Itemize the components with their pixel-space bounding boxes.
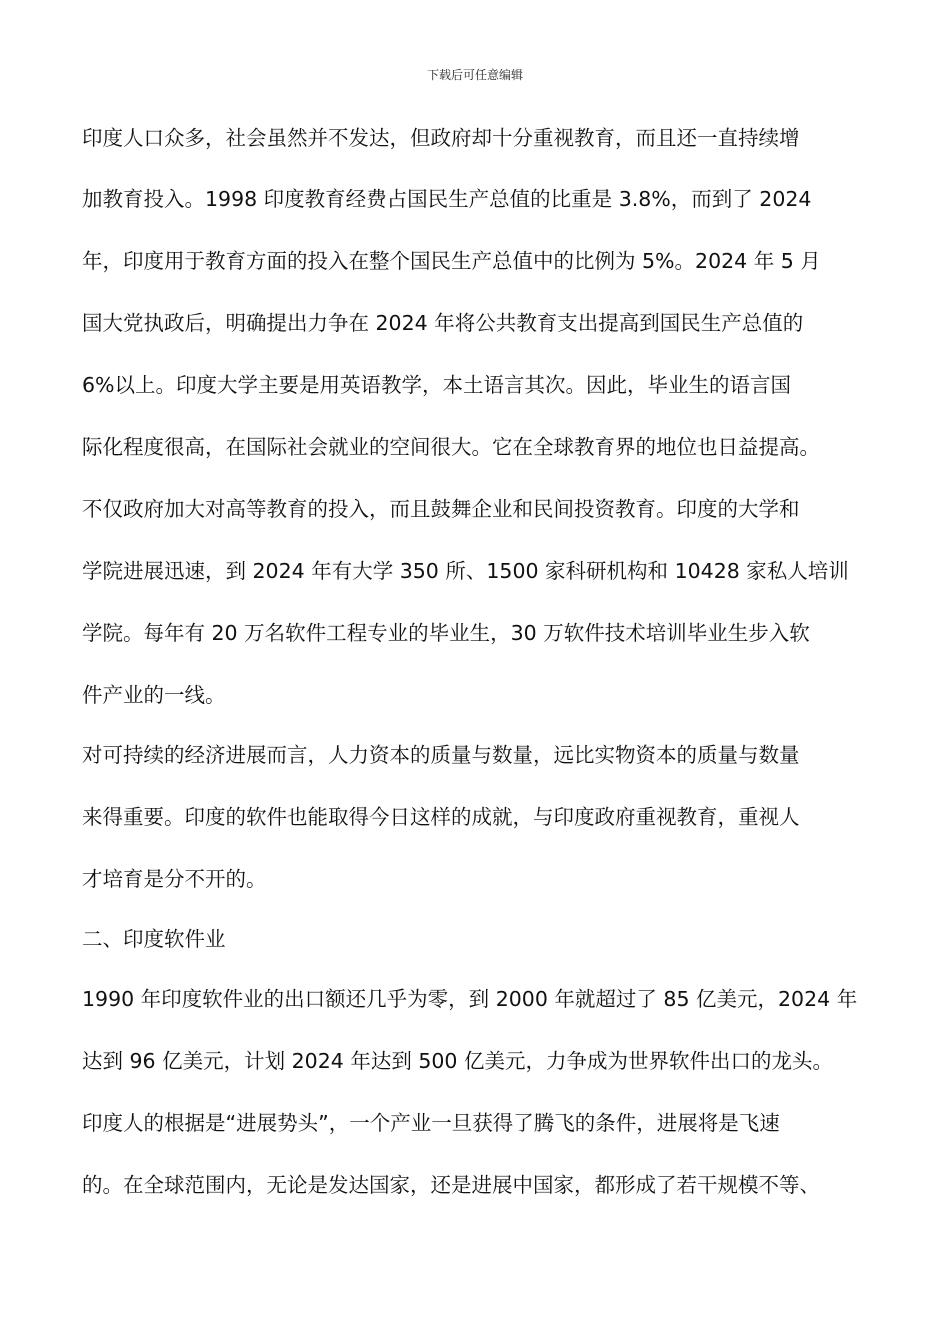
body-line: 才培育是分不开的。 xyxy=(82,867,267,891)
body-line: 印度人口众多，社会虽然并不发达，但政府却十分重视教育，而且还一直持续增 xyxy=(82,126,800,150)
body-line: 的。在全球范围内，无论是发达国家，还是进展中国家，都形成了若干规模不等、 xyxy=(82,1173,820,1197)
body-line: 加教育投入。1998 印度教育经费占国民生产总值的比重是 3.8%，而到了 2024 xyxy=(82,187,812,211)
body-line: 6%以上。印度大学主要是用英语教学，本土语言其次。因此，毕业生的语言国 xyxy=(82,373,792,397)
body-line: 不仅政府加大对高等教育的投入，而且鼓舞企业和民间投资教育。印度的大学和 xyxy=(82,497,800,521)
body-line: 国大党执政后，明确提出力争在 2024 年将公共教育支出提高到国民生产总值的 xyxy=(82,311,804,335)
body-line: 达到 96 亿美元，计划 2024 年达到 500 亿美元，力争成为世界软件出口的龙头。 xyxy=(82,1049,833,1073)
body-line: 对可持续的经济进展而言，人力资本的质量与数量，远比实物资本的质量与数量 xyxy=(82,743,800,767)
body-line: 件产业的一线。 xyxy=(82,683,226,707)
section-heading: 二、印度软件业 xyxy=(82,927,226,951)
body-line: 来得重要。印度的软件也能取得今日这样的成就，与印度政府重视教育，重视人 xyxy=(82,805,800,829)
body-line: 年，印度用于教育方面的投入在整个国民生产总值中的比例为 5%。2024 年 5 月 xyxy=(82,249,821,273)
body-line: 1990 年印度软件业的出口额还几乎为零，到 2000 年就超过了 85 亿美元，2024 年 xyxy=(82,987,858,1011)
body-line: 学院进展迅速，到 2024 年有大学 350 所、1500 家科研机构和 10428 家私人培训 xyxy=(82,559,849,583)
body-line: 际化程度很高，在国际社会就业的空间很大。它在全球教育界的地位也日益提高。 xyxy=(82,435,820,459)
page-header: 下载后可任意编辑 xyxy=(426,68,523,82)
body-line: 印度人的根据是“进展势头”，一个产业一旦获得了腾飞的条件，进展将是飞速 xyxy=(82,1111,780,1135)
body-line: 学院。每年有 20 万名软件工程专业的毕业生，30 万软件技术培训毕业生步入软 xyxy=(82,621,810,645)
